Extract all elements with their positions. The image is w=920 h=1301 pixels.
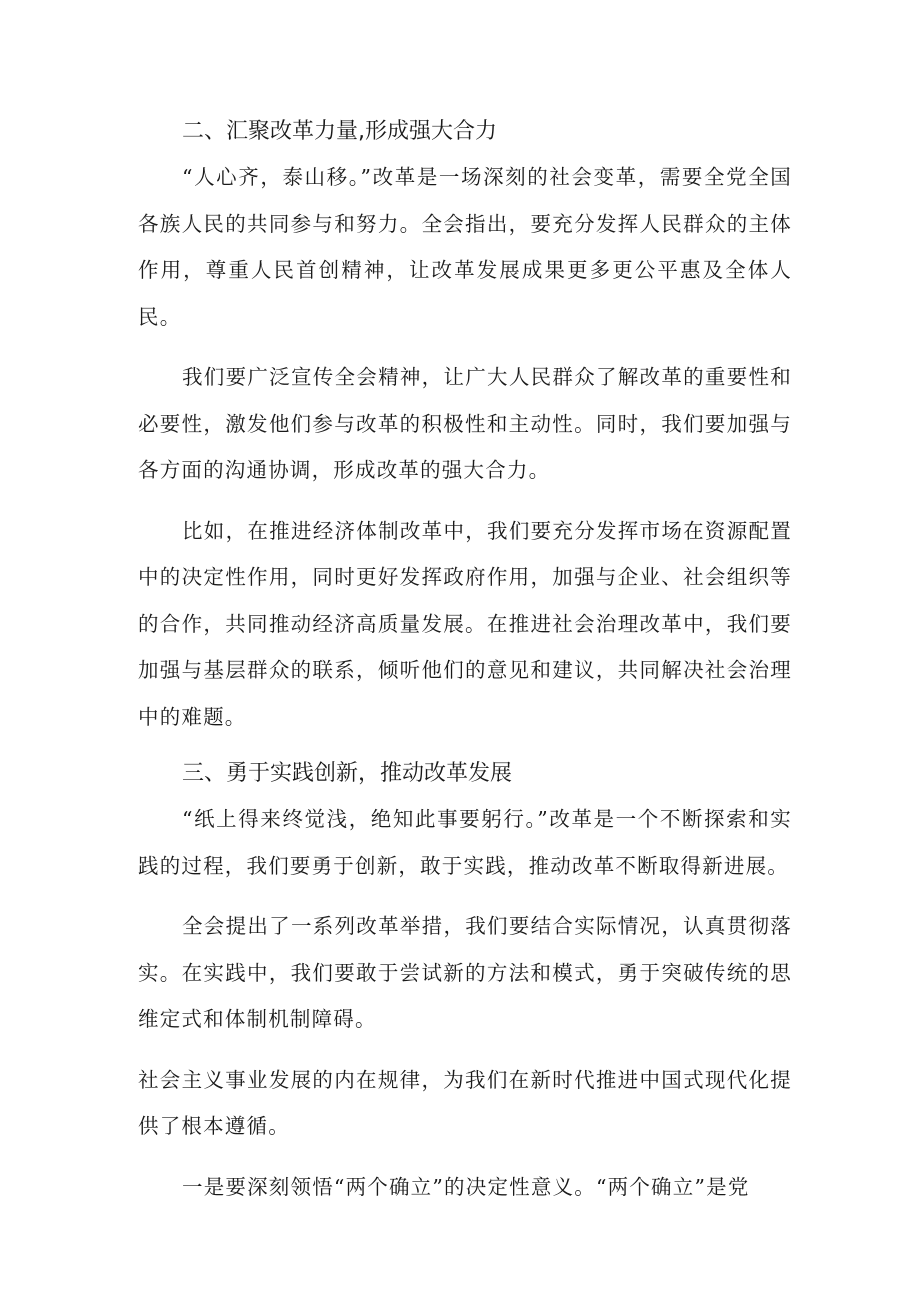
paragraph: “人心齐，泰山移。”改革是一场深刻的社会变革，需要全党全国各族人民的共同参与和努力。全会指出，要充分发挥人民群众的主体作用，尊重人民首创精神，让改革发展成果更多更公平惠及全体人民。 [138,165,792,329]
section-heading-2: 二、汇聚改革力量,形成强大合力 [182,119,497,144]
section-heading-3: 三、勇于实践创新，推动改革发展 [182,761,513,786]
paragraph: “纸上得来终觉浅，绝知此事要躬行。”改革是一个不断探索和实践的过程，我们要勇于创新，敢于实践，推动改革不断取得新进展。 [138,807,792,878]
document-body [138,112,792,1224]
paragraph: 我们要广泛宣传全会精神，让广大人民群众了解改革的重要性和必要性，激发他们参与改革的积极性和主动性。同时，我们要加强与各方面的沟通协调，形成改革的强大合力。 [138,365,792,482]
paragraph: 一是要深刻领悟“两个确立”的决定性意义。“两个确立”是党 [182,1174,750,1199]
paragraph: 全会提出了一系列改革举措，我们要结合实际情况，认真贯彻落实。在实践中，我们要敢于尝试新的方法和模式，勇于突破传统的思维定式和体制机制障碍。 [138,914,792,1031]
paragraph: 比如，在推进经济体制改革中，我们要充分发挥市场在资源配置中的决定性作用，同时更好发挥政府作用，加强与企业、社会组织等的合作，共同推动经济高质量发展。在推进社会治理改革中，我们要加强与基层群众的联系，倾听他们的意见和建议，共同解决社会治理中的难题。 [138,518,792,729]
continuation-paragraph: 社会主义事业发展的内在规律，为我们在新时代推进中国式现代化提供了根本遵循。 [138,1067,792,1138]
